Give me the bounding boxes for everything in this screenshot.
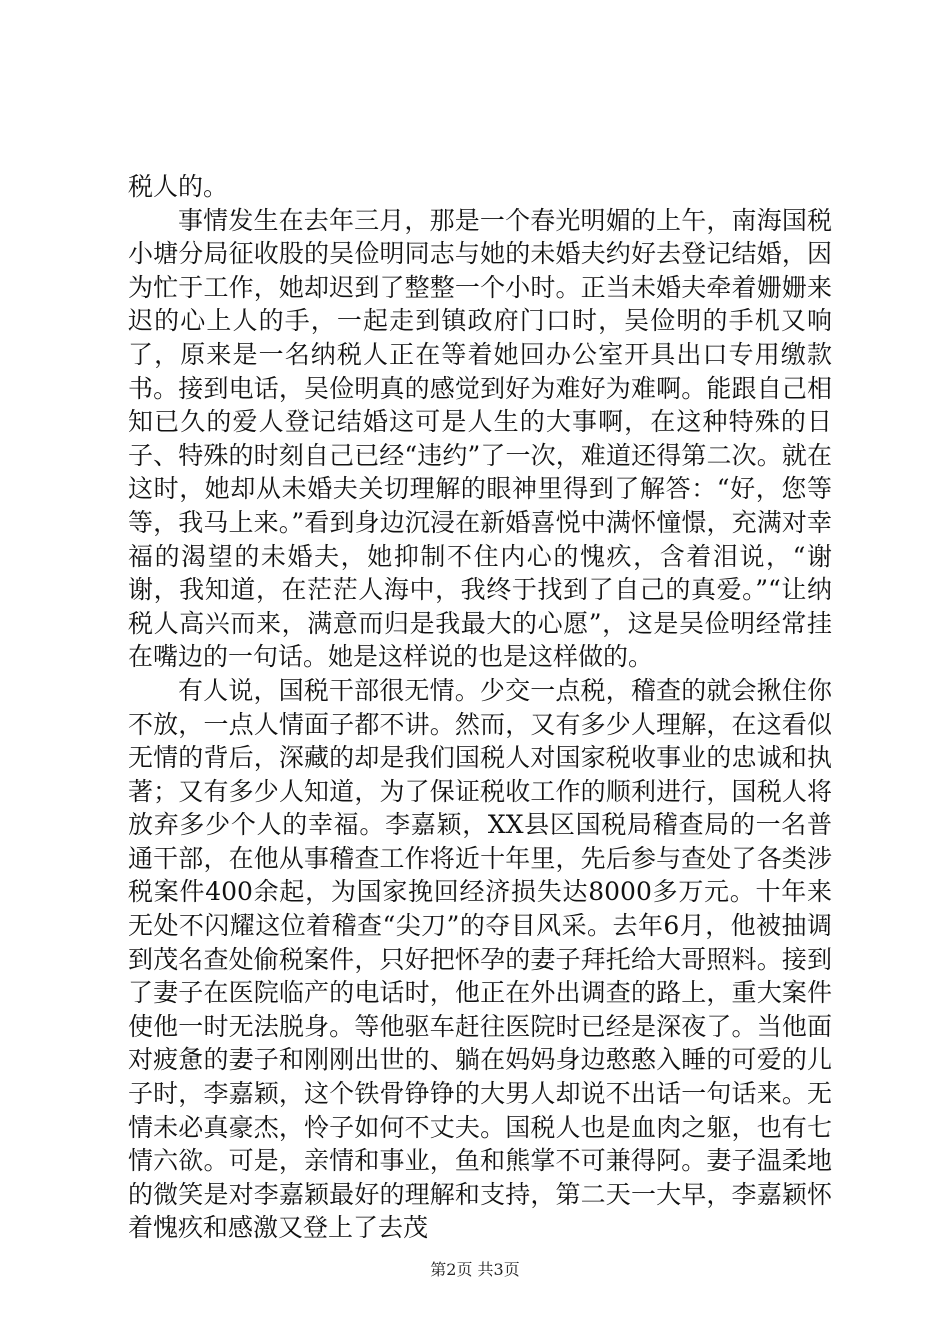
paragraph-continuation: 税人的。 (128, 172, 229, 201)
body-text (128, 170, 832, 1245)
paragraph-wu-jianming: 事情发生在去年三月，那是一个春光明媚的上午，南海国税小塘分局征收股的吴俭明同志与她的未婚夫约好去登记结婚，因为忙于工作，她却迟到了整整一个小时。正当未婚夫牵着姗姗来迟的心上人的手，一起走到镇政府门口时，吴俭明的手机又响了，原来是一名纳税人正在等着她回办公室开具出口专用缴款书。接到电话，吴俭明真的感觉到好为难好为难啊。能跟自己相知已久的爱人登记结婚这可是人生的大事啊，在这种特殊的日子、特殊的时刻自己已经“违约”了一次，难道还得第二次。就在这时，她却从未婚夫关切理解的眼神里得到了解答：“好，您等等，我马上来。”看到身边沉浸在新婚喜悦中满怀憧憬，充满对幸福的渴望的未婚夫，她抑制不住内心的愧疚，含着泪说，“谢谢，我知道，在茫茫人海中，我终于找到了自己的真爱。”“让纳税人高兴而来，满意而归是我最大的心愿”，这是吴俭明经常挂在嘴边的一句话。她是这样说的也是这样做的。 (128, 205, 832, 672)
page-footer: 第2页 共3页 (430, 1260, 520, 1279)
paragraph-li-jiaying: 有人说，国税干部很无情。少交一点税，稽查的就会揪住你不放，一点人情面子都不讲。然而，又有多少人理解，在这看似无情的背后，深藏的却是我们国税人对国家税收事业的忠诚和执著；又有多少人知道，为了保证税收工作的顺利进行，国税人将放弃多少个人的幸福。李嘉颖，XX县区国税局稽查局的一名普通干部，在他从事稽查工作将近十年里，先后参与查处了各类涉税案件400余起，为国家挽回经济损失达8000多万元。十年来无处不闪耀这位着稽查“尖刀”的夺目风采。去年6月，他被抽调到茂名查处偷税案件，只好把怀孕的妻子拜托给大哥照料。接到了妻子在医院临产的电话时，他正在外出调查的路上，重大案件使他一时无法脱身。等他驱车赶往医院时已经是深夜了。当他面对疲惫的妻子和刚刚出世的、躺在妈妈身边憨憨入睡的可爱的儿子时，李嘉颖，这个铁骨铮铮的大男人却说不出话一句话来。无情未必真豪杰，怜子如何不丈夫。国税人也是血肉之躯，也有七情六欲。可是，亲情和事业，鱼和熊掌不可兼得阿。妻子温柔地的微笑是对李嘉颖最好的理解和支持，第二天一大早，李嘉颖怀着愧疚和感激又登上了去茂 (128, 675, 832, 1243)
